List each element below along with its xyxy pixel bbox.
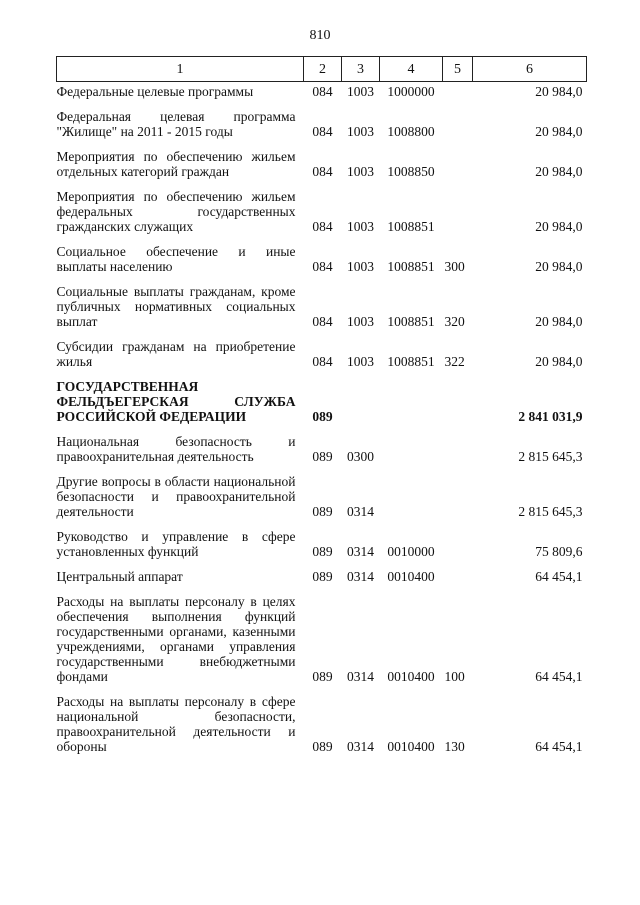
- column-header: 2: [304, 57, 342, 82]
- ministry-code: 089: [312, 569, 333, 584]
- ministry-code: 084: [312, 84, 333, 99]
- table-row: [57, 244, 587, 284]
- target-code: 0010400: [387, 739, 435, 754]
- amount-value: 20 984,0: [535, 84, 583, 99]
- ministry-code: 084: [312, 259, 333, 274]
- table-row: [57, 474, 587, 529]
- section-code: 1003: [347, 124, 374, 139]
- table-row: [57, 529, 587, 569]
- amount-value: 20 984,0: [535, 259, 583, 274]
- section-code: 1003: [347, 259, 374, 274]
- amount-value: 64 454,1: [535, 669, 583, 684]
- row-name: Руководство и управление в сфере установленных функций: [56, 529, 296, 559]
- target-code: [380, 434, 443, 474]
- column-header: 5: [443, 57, 473, 82]
- table-row: [57, 284, 587, 339]
- section-code: 1003: [347, 164, 374, 179]
- table-row: [57, 149, 587, 189]
- target-code: 1008850: [387, 164, 435, 179]
- column-header: 3: [342, 57, 380, 82]
- table-row: [57, 109, 587, 149]
- ministry-code: 084: [312, 354, 333, 369]
- expense-type-code: 130: [444, 739, 465, 754]
- amount-value: 64 454,1: [535, 739, 583, 754]
- amount-value: 75 809,6: [535, 544, 583, 559]
- ministry-code: 089: [312, 409, 333, 424]
- ministry-code: 089: [312, 544, 333, 559]
- amount-value: 20 984,0: [535, 124, 583, 139]
- ministry-code: 089: [312, 449, 333, 464]
- row-name: Расходы на выплаты персоналу в целях обеспечения выполнения функций государственными органами, казенными учреждениями, органами управления государственными внебюджетными фондами: [56, 594, 296, 684]
- ministry-code: 084: [312, 314, 333, 329]
- target-code: [380, 379, 443, 434]
- expense-type-code: 322: [444, 354, 465, 369]
- column-header: 4: [380, 57, 443, 82]
- target-code: 1008851: [387, 314, 435, 329]
- row-name: Социальные выплаты гражданам, кроме публичных нормативных социальных выплат: [56, 284, 296, 329]
- section-code: 0314: [347, 544, 374, 559]
- section-code: 0314: [347, 504, 374, 519]
- target-code: 0010000: [387, 544, 435, 559]
- table-row: [57, 82, 587, 110]
- column-header: 6: [473, 57, 587, 82]
- table-body: [57, 82, 587, 765]
- expense-type-code: [443, 109, 473, 149]
- table-header: [57, 57, 587, 82]
- expense-type-code: [443, 569, 473, 594]
- table-row: [57, 694, 587, 764]
- column-header: 1: [57, 57, 304, 82]
- amount-value: 20 984,0: [535, 219, 583, 234]
- expense-type-code: [443, 529, 473, 569]
- expense-type-code: [443, 149, 473, 189]
- budget-table: [56, 56, 587, 764]
- section-code: 1003: [347, 84, 374, 99]
- section-code: 0314: [347, 669, 374, 684]
- row-name: Расходы на выплаты персоналу в сфере национальной безопасности, правоохранительной деятельности и обороны: [56, 694, 296, 754]
- target-code: [380, 474, 443, 529]
- row-name: Мероприятия по обеспечению жильем отдельных категорий граждан: [56, 149, 296, 179]
- target-code: 1008851: [387, 259, 435, 274]
- section-code: 0300: [347, 449, 374, 464]
- amount-value: 2 815 645,3: [518, 504, 583, 519]
- expense-type-code: 320: [444, 314, 465, 329]
- target-code: 1008800: [387, 124, 435, 139]
- table-row: [57, 594, 587, 694]
- ministry-code: 089: [312, 739, 333, 754]
- section-code: 1003: [347, 219, 374, 234]
- row-name: Федеральная целевая программа "Жилище" на 2011 - 2015 годы: [56, 109, 296, 139]
- table-row: [57, 379, 587, 434]
- row-name: ГОСУДАРСТВЕННАЯ ФЕЛЬДЪЕГЕРСКАЯ СЛУЖБА РОССИЙСКОЙ ФЕДЕРАЦИИ: [56, 379, 296, 424]
- amount-value: 2 841 031,9: [518, 409, 583, 424]
- amount-value: 20 984,0: [535, 354, 583, 369]
- target-code: 1008851: [387, 354, 435, 369]
- section-code: 1003: [347, 314, 374, 329]
- section-code: 1003: [347, 354, 374, 369]
- table-row: [57, 189, 587, 244]
- ministry-code: 084: [312, 219, 333, 234]
- row-name: Субсидии гражданам на приобретение жилья: [56, 339, 296, 369]
- header-row: [57, 57, 587, 82]
- amount-value: 64 454,1: [535, 569, 583, 584]
- row-name: Социальное обеспечение и иные выплаты населению: [56, 244, 296, 274]
- target-code: 0010400: [387, 569, 435, 584]
- amount-value: 2 815 645,3: [518, 449, 583, 464]
- row-name: Национальная безопасность и правоохранительная деятельность: [56, 434, 296, 464]
- table-row: [57, 339, 587, 379]
- amount-value: 20 984,0: [535, 314, 583, 329]
- expense-type-code: [443, 434, 473, 474]
- table-row: [57, 569, 587, 594]
- section-code: [342, 379, 380, 434]
- section-code: 0314: [347, 569, 374, 584]
- target-code: 1008851: [387, 219, 435, 234]
- page-number: 810: [309, 28, 331, 43]
- table-row: [57, 434, 587, 474]
- target-code: 0010400: [387, 669, 435, 684]
- expense-type-code: [443, 82, 473, 110]
- expense-type-code: [443, 474, 473, 529]
- expense-type-code: 300: [444, 259, 465, 274]
- ministry-code: 089: [312, 504, 333, 519]
- section-code: 0314: [347, 739, 374, 754]
- expense-type-code: [443, 189, 473, 244]
- ministry-code: 084: [312, 124, 333, 139]
- row-name: Мероприятия по обеспечению жильем федеральных государственных гражданских служащих: [56, 189, 296, 234]
- amount-value: 20 984,0: [535, 164, 583, 179]
- expense-type-code: [443, 379, 473, 434]
- target-code: 1000000: [387, 84, 435, 99]
- expense-type-code: 100: [444, 669, 465, 684]
- ministry-code: 084: [312, 164, 333, 179]
- row-name: Другие вопросы в области национальной безопасности и правоохранительной деятельности: [56, 474, 296, 519]
- row-name: Федеральные целевые программы: [56, 84, 254, 99]
- ministry-code: 089: [312, 669, 333, 684]
- row-name: Центральный аппарат: [56, 569, 183, 584]
